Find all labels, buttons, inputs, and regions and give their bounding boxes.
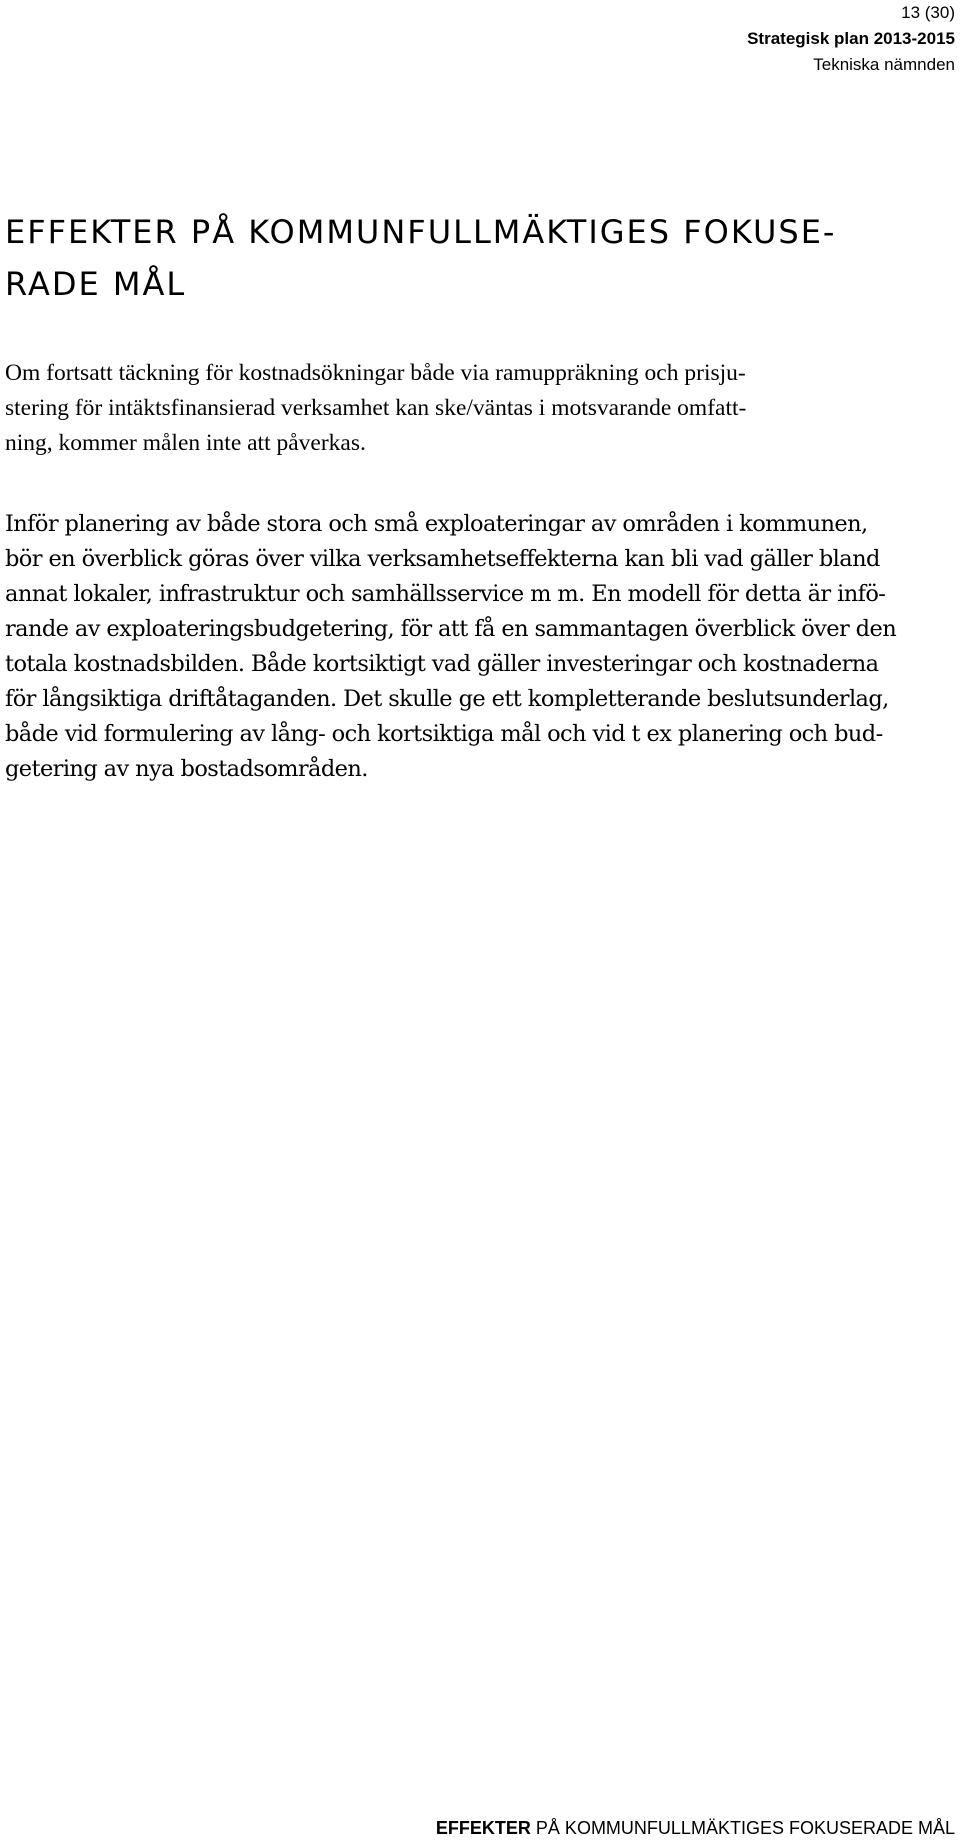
paragraph-line: annat lokaler, infrastruktur och samhällsservice m m. En modell för detta är infö- [5,581,886,607]
paragraph-line: bör en överblick göras över vilka verksamhetseffekterna kan bli vad gäller bland [5,546,880,572]
paragraph-exploitation-planning [5,507,955,787]
paragraph-line: rande av exploateringsbudgetering, för att få en sammantagen överblick över den [5,616,897,642]
paragraph-line: ning, kommer målen inte att påverkas. [5,430,366,456]
page-number: 13 (30) [901,3,955,22]
paragraph-cost-coverage [5,356,955,461]
paragraph-line: både vid formulering av lång- och kortsiktiga mål och vid t ex planering och bud- [5,721,883,747]
paragraph-line: Inför planering av både stora och små exploateringar av områden i kommunen, [5,511,868,537]
page-footer [436,1815,955,1841]
paragraph-line: för långsiktiga driftåtaganden. Det skulle ge ett kompletterande beslutsunderlag, [5,686,889,712]
department-name: Tekniska nämnden [813,55,955,74]
paragraph-line: Om fortsatt täckning för kostnadsökningar både via ramuppräkning och prisju- [5,360,746,386]
section-heading-line: EFFEKTER PÅ KOMMUNFULLMÄKTIGES FOKUSE- [5,213,837,251]
paragraph-line: totala kostnadsbilden. Både kortsiktigt vad gäller investeringar och kostnaderna [5,651,879,677]
page-header [747,0,955,78]
plan-title: Strategisk plan 2013-2015 [747,29,955,48]
paragraph-line: getering av nya bostadsområden. [5,756,368,782]
section-heading [5,206,905,310]
section-heading-line: RADE MÅL [5,265,187,303]
footer-text: PÅ KOMMUNFULLMÄKTIGES FOKUSERADE MÅL [530,1818,955,1838]
footer-bold-text: EFFEKTER [435,1818,531,1838]
paragraph-line: stering för intäktsfinansierad verksamhet kan ske/väntas i motsvarande omfatt- [5,395,747,421]
